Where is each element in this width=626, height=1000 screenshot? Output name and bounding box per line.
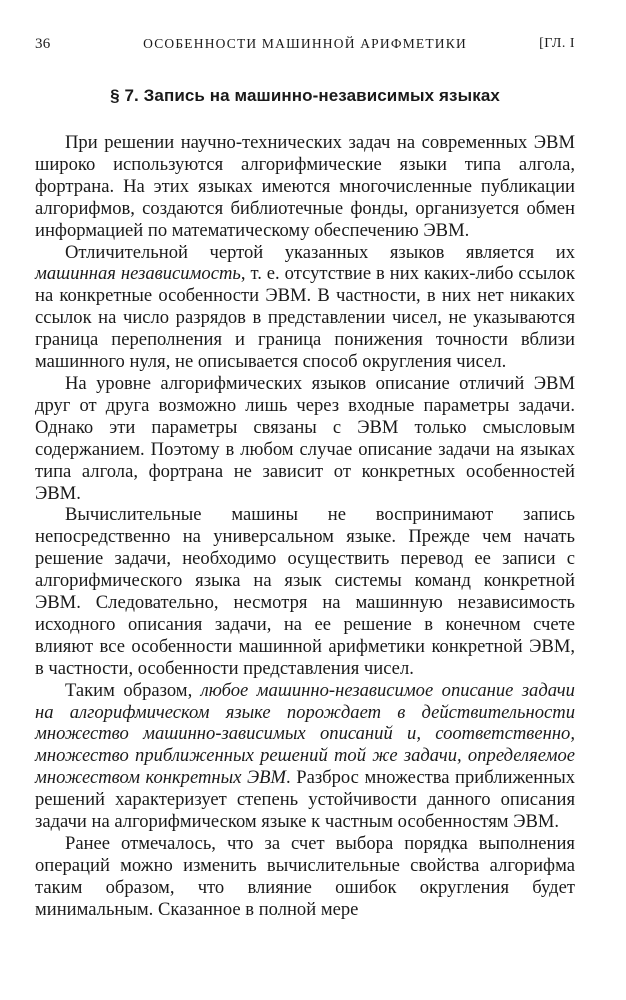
section-title: § 7. Запись на машинно-независимых языках bbox=[110, 86, 500, 105]
paragraph-4: Вычислительные машины не воспринимают запись непосредственно на универсальном языке. Прежде чем начать решение задачи, необходимо осуществить перевод ее записи с алгорифмического языка на язык системы команд конкретной ЭВМ. Следовательно, несмотря на машинную независимость исходного описания задачи, на ее решение в конечном счете влияют все особенности машинной арифметики конкретной ЭВМ, в частности, особенности представления чисел. bbox=[35, 504, 575, 679]
paragraph-5 bbox=[35, 680, 575, 833]
running-title: ОСОБЕННОСТИ МАШИННОЙ АРИФМЕТИКИ bbox=[143, 36, 467, 51]
chapter-reference: [ГЛ. I bbox=[539, 36, 575, 51]
paragraph-5-rest: . Разброс множества приближенных решений характеризует степень устойчивости данного описания задачи на алгорифмическом языке к частным особенностям ЭВМ. bbox=[35, 767, 575, 833]
paragraph-1: При решении научно-технических задач на современных ЭВМ широко используются алгорифмические языки типа алгола, фортрана. На этих языках имеются многочисленные публикации алгорифмов, создаются библиотечные фонды, организуется обмен информацией по математическому обеспечению ЭВМ. bbox=[35, 132, 575, 241]
paragraph-2-rest: , т. е. отсутствие в них каких-либо ссылок на конкретные особенности ЭВМ. В частности, в них нет никаких ссылок на число разрядов в представлении чисел, не указываются граница переполнения и граница понижения точности вблизи машинного нуля, не описывается способ округления чисел. bbox=[35, 263, 575, 373]
running-header bbox=[35, 36, 575, 58]
paragraph-2-emphasis: машинная независимость bbox=[35, 263, 241, 285]
paragraph-3: На уровне алгорифмических языков описание отличий ЭВМ друг от друга возможно лишь через входные параметры задачи. Однако эти параметры связаны с ЭВМ только смысловым содержанием. Поэтому в любом случае описание задачи на языках типа алгола, фортрана не зависит от конкретных особенностей ЭВМ. bbox=[35, 372, 575, 504]
paragraph-6: Ранее отмечалось, что за счет выбора порядка выполнения операций можно изменить вычислительные свойства алгорифма таким образом, что влияние ошибок округления будет минимальным. Сказанное в полной мере bbox=[35, 833, 575, 920]
paragraph-2 bbox=[35, 242, 575, 373]
paragraph-2-intro: Отличительной чертой указанных языков является их bbox=[65, 241, 575, 263]
book-page bbox=[35, 36, 575, 921]
paragraph-5-emphasis: любое машинно-независимое описание задачи на алгорифмическом языке порождает в действительности множество машинно-зависимых описаний и, соответственно, множество приближенных решений той же задачи, определяемое множеством конкретных ЭВМ bbox=[35, 679, 575, 789]
page-number: 36 bbox=[35, 36, 51, 52]
paragraph-5-intro: Таким образом, bbox=[65, 679, 201, 701]
